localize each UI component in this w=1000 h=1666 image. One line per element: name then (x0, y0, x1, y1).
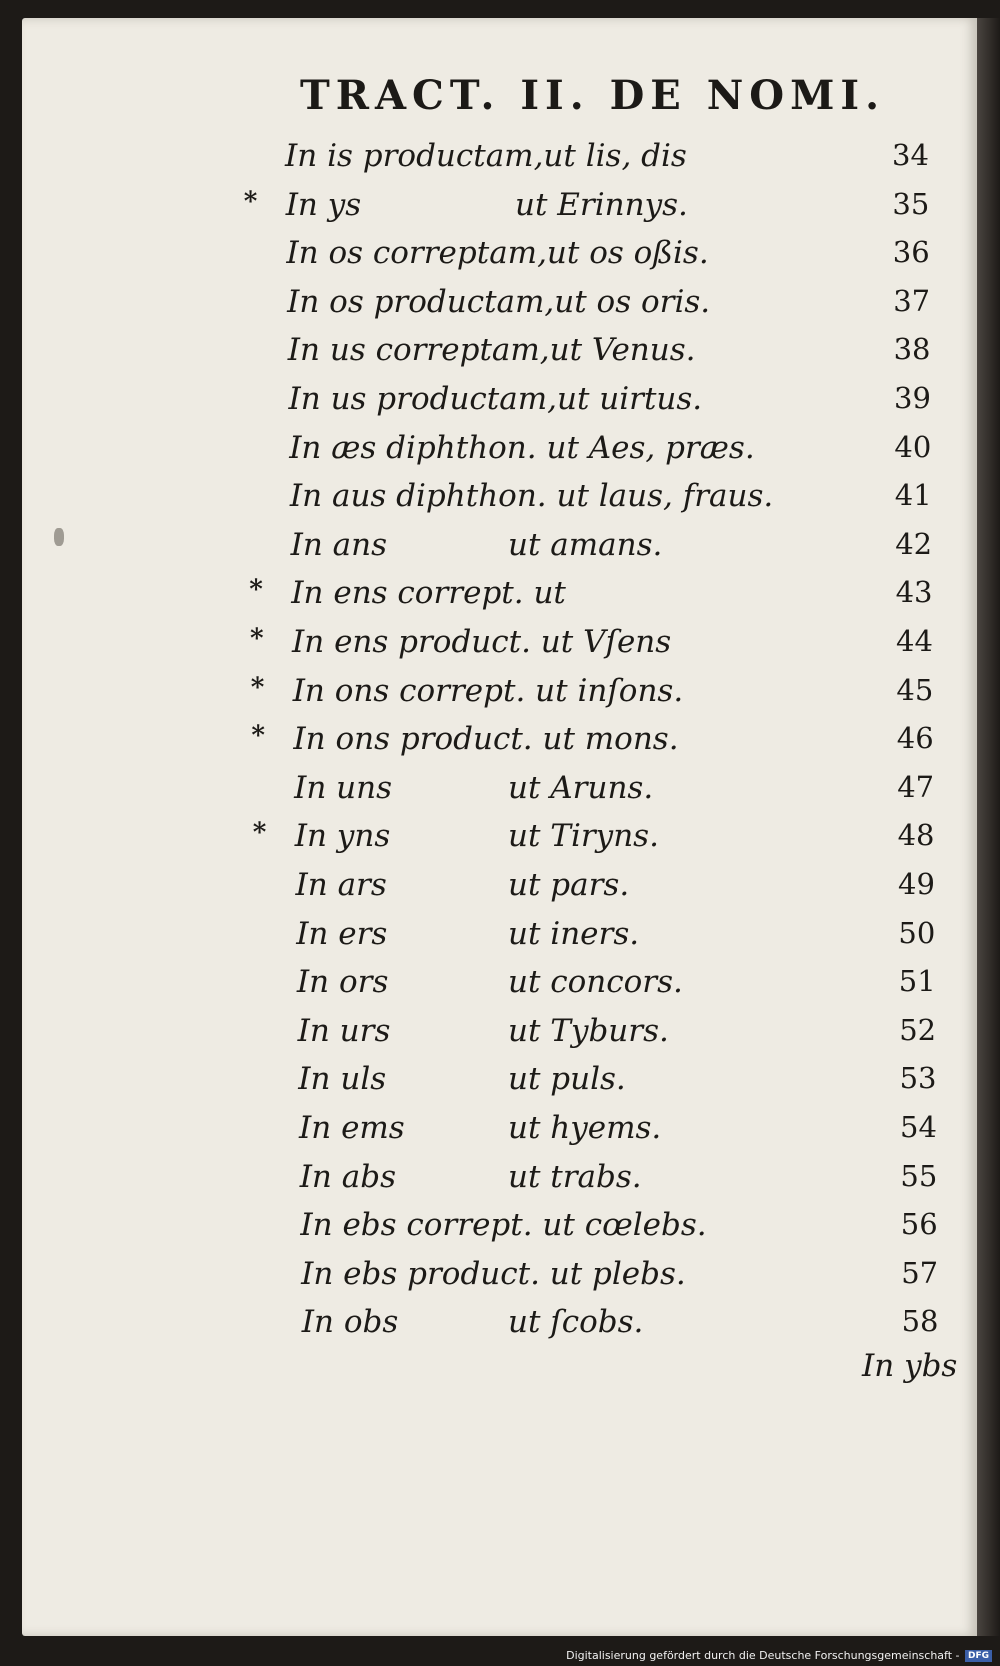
entry-ending: In urs (297, 1012, 391, 1049)
entry-number: 39 (894, 381, 931, 415)
entry-number: 51 (898, 964, 936, 999)
entry-asterisk: * (243, 186, 258, 217)
entry-row (0, 284, 1000, 330)
entry-ending: In aus diphthon. ut laus, fraus. (289, 478, 774, 515)
entry-ending: In ons corrept. ut inſons. (292, 672, 684, 709)
entry-ending: In obs (301, 1304, 399, 1341)
entry-number: 49 (898, 867, 935, 901)
entry-row (0, 916, 1000, 962)
entry-asterisk: * (252, 818, 267, 849)
entry-row (0, 1061, 1000, 1107)
entry-ending: In os correptam,ut os oßis. (286, 235, 709, 272)
entry-row (0, 1159, 1000, 1205)
entry-number: 37 (893, 283, 931, 318)
entry-ending: In ems (299, 1110, 405, 1146)
entry-row (0, 1256, 1000, 1302)
entry-ending: In ys (285, 186, 362, 223)
entry-row (0, 138, 1000, 184)
entry-ending: In uns (294, 769, 392, 806)
entry-number: 42 (895, 526, 933, 561)
entry-ending: In ors (296, 964, 389, 1001)
entry-asterisk: * (250, 624, 264, 654)
entry-number: 57 (901, 1255, 939, 1290)
entry-ending: In ens corrept. ut (291, 575, 566, 612)
entry-row (0, 721, 1000, 767)
entry-example: ut ſcobs. (508, 1304, 644, 1341)
entry-number: 36 (892, 235, 930, 270)
entry-row (0, 1110, 1000, 1156)
entry-example: ut trabs. (508, 1158, 642, 1195)
entry-number: 41 (894, 478, 932, 513)
entry-row (0, 187, 1000, 233)
entry-number: 47 (897, 769, 935, 804)
entry-row (0, 867, 1000, 913)
entry-number: 38 (893, 332, 931, 367)
entry-example: ut hyems. (508, 1110, 662, 1146)
entry-asterisk: * (249, 575, 263, 606)
entry-ending: In uls (298, 1061, 387, 1098)
entry-row (0, 332, 1000, 378)
entry-number: 44 (896, 624, 933, 658)
entry-example: ut pars. (508, 867, 630, 903)
entry-ending: In us productam,ut uirtus. (288, 381, 703, 417)
entry-row (0, 575, 1000, 621)
entry-number: 52 (899, 1012, 937, 1047)
entry-row (0, 430, 1000, 476)
entry-row (0, 235, 1000, 281)
entry-example: ut iners. (508, 915, 640, 952)
entry-row (0, 624, 1000, 670)
entry-row (0, 770, 1000, 816)
entry-row (0, 964, 1000, 1010)
entry-ending: In æs diphthon. ut Aes, præs. (289, 429, 755, 466)
entry-number: 53 (899, 1061, 937, 1096)
entry-number: 48 (897, 818, 935, 853)
entry-row (0, 527, 1000, 573)
entry-ending: In yns (294, 818, 391, 855)
entry-example: ut concors. (508, 964, 683, 1001)
entry-example: ut Tyburs. (508, 1012, 669, 1049)
entry-ending: In ebs corrept. ut cœlebs. (300, 1207, 707, 1244)
entry-ending: In ebs product. ut plebs. (301, 1255, 686, 1292)
entry-ending: In us correptam,ut Venus. (287, 332, 696, 369)
entry-number: 46 (896, 721, 934, 756)
entry-ending: In abs (299, 1158, 396, 1195)
entry-number: 34 (892, 138, 929, 172)
entry-number: 45 (896, 672, 934, 707)
entry-number: 55 (900, 1158, 938, 1193)
entry-number: 54 (900, 1110, 937, 1144)
running-header: TRACT. II. DE NOMI. (300, 72, 886, 119)
entry-row (0, 1207, 1000, 1253)
dfg-logo: DFG (965, 1650, 992, 1662)
entry-row (0, 381, 1000, 427)
entry-number: 50 (898, 915, 936, 950)
entry-number: 58 (901, 1304, 939, 1339)
entry-row (0, 818, 1000, 864)
entry-example: ut amans. (508, 526, 663, 563)
entry-ending: In ans (290, 526, 388, 563)
entry-ending: In ers (296, 915, 388, 952)
entry-ending: In os productam,ut os oris. (287, 283, 711, 320)
entry-ending: In ars (295, 867, 387, 903)
entry-example: ut Tiryns. (508, 818, 659, 855)
digitization-footer (566, 1649, 992, 1662)
entry-ending: In ons product. ut mons. (293, 721, 679, 758)
entry-row (0, 1304, 1000, 1350)
entry-example: ut puls. (508, 1061, 626, 1098)
entry-ending: In ens product. ut Vſens (292, 624, 672, 660)
entry-row (0, 673, 1000, 719)
entry-asterisk: * (251, 721, 265, 752)
entry-ending: In is productam,ut lis, dis (285, 138, 687, 174)
entry-number: 43 (895, 575, 933, 610)
catchword: In ybs (862, 1348, 958, 1384)
entry-example: ut Erinnys. (515, 186, 688, 223)
entry-asterisk: * (250, 672, 265, 703)
entry-row (0, 1013, 1000, 1059)
entry-number: 56 (900, 1207, 938, 1242)
entry-number: 35 (892, 186, 930, 221)
entry-number: 40 (894, 429, 932, 464)
entry-row (0, 478, 1000, 524)
entry-example: ut Aruns. (508, 769, 654, 806)
footer-text: Digitalisierung gefördert durch die Deutsche Forschungsgemeinschaft - (566, 1649, 960, 1662)
